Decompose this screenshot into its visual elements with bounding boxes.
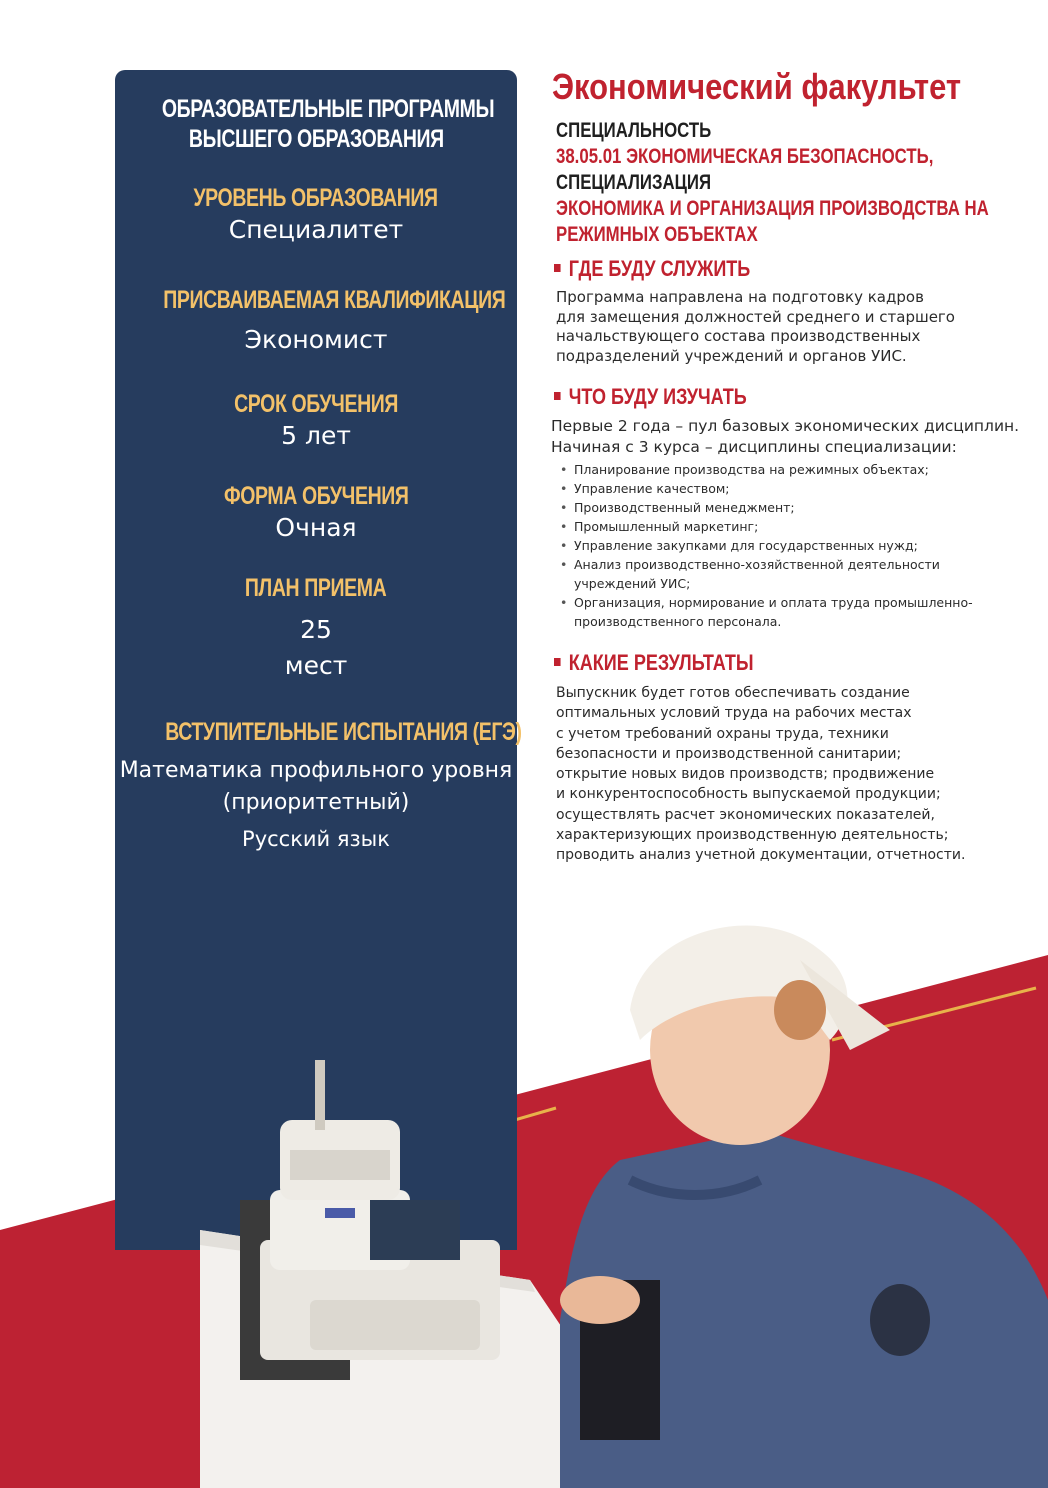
admission-plan-label: ПЛАН ПРИЕМА	[245, 574, 387, 602]
specialty-value: 38.05.01 ЭКОНОМИЧЕСКАЯ БЕЗОПАСНОСТЬ,	[556, 145, 934, 168]
qualification-label: ПРИСВАИВАЕМАЯ КВАЛИФИКАЦИЯ	[163, 286, 506, 314]
specialty-label: СПЕЦИАЛЬНОСТЬ	[556, 119, 712, 142]
education-level-label: УРОВЕНЬ ОБРАЗОВАНИЯ	[193, 184, 439, 212]
text-line: Выпускник будет готов обеспечивать создание	[556, 685, 910, 701]
qualification	[115, 286, 517, 357]
text-line: проводить анализ учетной документации, отчетности.	[556, 847, 966, 864]
list-item-continuation: учреждений УИС;	[574, 576, 691, 591]
sewing-machine	[240, 1060, 500, 1380]
where-serve-heading	[554, 256, 750, 282]
study-form-label: ФОРМА ОБУЧЕНИЯ	[223, 482, 409, 510]
what-study-heading	[554, 384, 747, 410]
text-line: Первые 2 года – пул базовых экономических дисциплин.	[551, 417, 1020, 435]
exam-item: (приоритетный)	[222, 790, 410, 815]
panel-title	[115, 94, 517, 154]
specialty-block	[556, 118, 1048, 248]
results-heading	[554, 650, 754, 676]
bullet-square-icon	[554, 658, 561, 666]
text-line: безопасности и производственной санитарии;	[556, 745, 902, 762]
disciplines-list	[560, 460, 973, 631]
list-item: • Организация, нормирование и оплата труда промышленно-	[560, 593, 973, 612]
text-line: и конкурентоспособность выпускаемой продукции;	[556, 786, 941, 803]
education-level	[115, 184, 517, 247]
text-line: подразделений учреждений и органов УИС.	[556, 346, 907, 365]
list-item: • Анализ производственно-хозяйственной деятельности	[560, 555, 973, 574]
where-serve-text	[556, 288, 955, 366]
study-duration-label: СРОК ОБУЧЕНИЯ	[234, 390, 398, 418]
text-line: открытие новых видов производств; продвижение	[556, 766, 935, 783]
text-line: начальствующего состава производственных	[556, 327, 921, 345]
study-duration-value: 5 лет	[281, 421, 351, 450]
text-line: Начиная с 3 курса – дисциплины специализации:	[551, 438, 957, 456]
faculty-title: Экономический факультет	[552, 66, 962, 107]
what-study-heading-text: ЧТО БУДУ ИЗУЧАТЬ	[568, 384, 747, 409]
person	[560, 926, 1048, 1488]
study-form-value: Очная	[275, 513, 357, 542]
admission-plan	[115, 574, 517, 683]
results-text	[556, 683, 965, 866]
list-item-continuation: производственного персонала.	[574, 614, 782, 629]
list-item: • Управление качеством;	[560, 479, 973, 498]
admission-plan-unit: мест	[284, 651, 348, 680]
results-heading-text: КАКИЕ РЕЗУЛЬТАТЫ	[568, 650, 754, 675]
exam-item: Математика профильного уровня	[119, 758, 513, 783]
seamstress-photo	[200, 900, 1048, 1488]
bullet-square-icon	[554, 392, 561, 400]
qualification-value: Экономист	[244, 325, 388, 354]
study-duration	[115, 390, 517, 453]
text-line: оптимальных условий труда на рабочих местах	[556, 705, 912, 722]
entrance-exams-label: ВСТУПИТЕЛЬНЫЕ ИСПЫТАНИЯ (ЕГЭ)	[165, 718, 522, 746]
what-study-intro	[551, 416, 1019, 458]
bullet-square-icon	[554, 264, 561, 272]
admission-plan-number: 25	[300, 615, 332, 644]
where-serve-heading-text: ГДЕ БУДУ СЛУЖИТЬ	[568, 256, 751, 281]
specialization-label: СПЕЦИАЛИЗАЦИЯ	[556, 171, 712, 194]
exam-item: Русский язык	[242, 827, 390, 851]
text-line: осуществлять расчет экономических показателей,	[556, 806, 935, 823]
text-line: Программа направлена на подготовку кадров	[556, 288, 924, 306]
study-form	[115, 482, 517, 545]
list-item: • Производственный менеджмент;	[560, 498, 973, 517]
panel-title-line: ВЫСШЕГО ОБРАЗОВАНИЯ	[188, 125, 444, 153]
entrance-exams	[115, 718, 522, 855]
text-line: для замещения должностей среднего и старшего	[556, 307, 955, 326]
specialization-value: РЕЖИМНЫХ ОБЪЕКТАХ	[556, 223, 758, 246]
list-item: • Планирование производства на режимных объектах;	[560, 460, 973, 479]
text-line: с учетом требований охраны труда, техники	[556, 725, 889, 742]
education-level-value: Специалитет	[228, 215, 404, 244]
specialization-value: ЭКОНОМИКА И ОРГАНИЗАЦИЯ ПРОИЗВОДСТВА НА	[556, 197, 989, 220]
text-line: характеризующих производственную деятельность;	[556, 827, 949, 844]
list-item: • Промышленный маркетинг;	[560, 517, 973, 536]
list-item: • Управление закупками для государственных нужд;	[560, 536, 973, 555]
panel-title-line: ОБРАЗОВАТЕЛЬНЫЕ ПРОГРАММЫ	[161, 95, 495, 123]
